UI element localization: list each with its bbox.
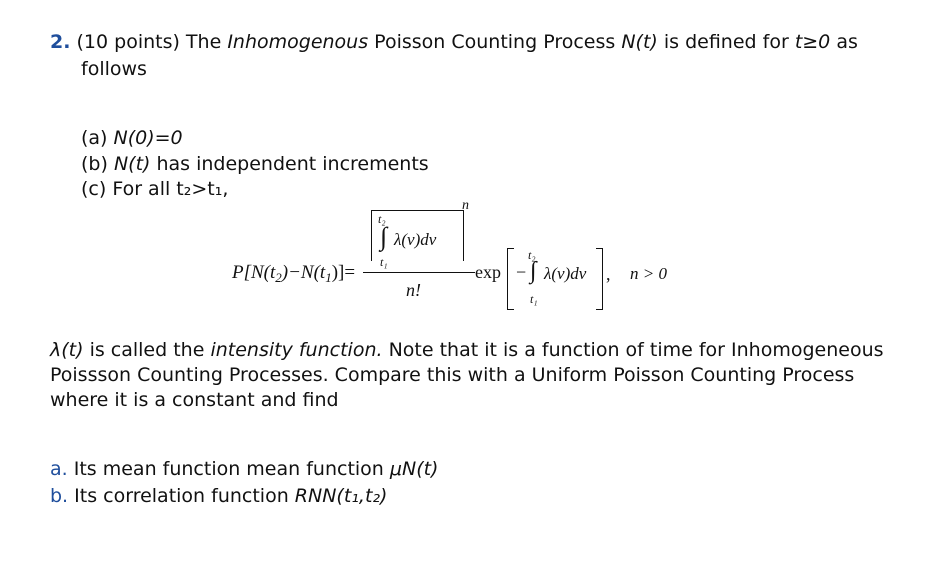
condition-label: (a) bbox=[81, 127, 108, 149]
condition-label: (b) bbox=[81, 153, 108, 175]
problem-number: 2. bbox=[50, 31, 71, 53]
task-a bbox=[50, 457, 438, 481]
condition-text: has independent increments bbox=[150, 153, 429, 175]
formula-lhs: $P[N(t_2)-N(t_1)]=$ bbox=[232, 262, 356, 285]
exp-bracket-left bbox=[507, 248, 514, 310]
paragraph-line2: Poissson Counting Processes. Compare this with a Uniform Poisson Counting Process bbox=[50, 364, 855, 386]
intensity-function-term: intensity function. bbox=[210, 339, 383, 361]
power-n: n bbox=[462, 198, 469, 213]
intro-italic: Inhomogenous bbox=[227, 31, 369, 53]
fraction-bar bbox=[363, 272, 475, 273]
process-symbol: N(t) bbox=[621, 31, 658, 53]
problem-intro-line1 bbox=[50, 30, 858, 54]
task-b bbox=[50, 484, 387, 508]
task-label: b. bbox=[50, 485, 69, 507]
mean-symbol: μN(t) bbox=[389, 458, 439, 480]
condition-symbol: N(0)=0 bbox=[113, 127, 183, 149]
integral-sign: ∫ bbox=[380, 222, 388, 251]
paragraph-line1: λ(t) is called the intensity function. Note that it is a function of time for Inhomogeneous bbox=[50, 339, 884, 361]
condition-c bbox=[81, 177, 228, 201]
integral-lower-limit: t₁ bbox=[380, 255, 388, 269]
exp-upper-limit: t₂ bbox=[528, 248, 536, 262]
formula-condition: n > 0 bbox=[630, 264, 667, 283]
correlation-symbol: RNN(t₁,t₂) bbox=[294, 485, 388, 507]
condition-symbol: N(t) bbox=[113, 153, 151, 175]
exp-lower-limit: t₁ bbox=[530, 292, 538, 306]
condition-a bbox=[81, 126, 183, 150]
condition-label: (c) bbox=[81, 178, 107, 200]
integral-upper-limit: t₂ bbox=[378, 212, 386, 226]
exp-bracket-right bbox=[596, 248, 603, 310]
exp-minus: − bbox=[516, 262, 527, 282]
intensity-symbol: λ(t) bbox=[50, 339, 84, 361]
exp-integrand: λ(v)dv bbox=[544, 264, 587, 283]
time-condition: t≥0 bbox=[794, 31, 831, 53]
intro-text-d: as bbox=[830, 31, 858, 53]
task-text: Its correlation function bbox=[74, 485, 295, 507]
task-label: a. bbox=[50, 458, 68, 480]
condition-text: For all t₂>t₁, bbox=[112, 178, 229, 200]
exp-label: exp bbox=[475, 262, 501, 282]
paragraph-line3: where it is a constant and find bbox=[50, 389, 339, 411]
denominator: n! bbox=[406, 280, 421, 300]
intro-text-c: is defined for bbox=[657, 31, 795, 53]
formula-comma: , bbox=[606, 264, 611, 284]
intro-text-a: (10 points) The bbox=[76, 31, 228, 53]
exp-integral-sign: ∫ bbox=[530, 258, 537, 284]
task-text: Its mean function mean function bbox=[73, 458, 390, 480]
condition-b bbox=[81, 152, 429, 176]
problem-intro-line2: follows bbox=[81, 58, 147, 80]
intro-text-b: Poisson Counting Process bbox=[368, 31, 622, 53]
integrand: λ(v)dv bbox=[394, 230, 437, 249]
